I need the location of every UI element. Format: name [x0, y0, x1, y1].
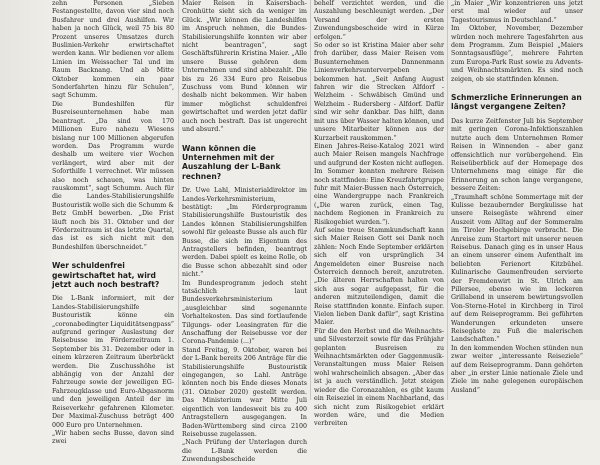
paragraph: Die Bundeshilfen für Busreiseunternehmen habe man beantragt. „Da sind von 170 Millionen Euro nahezu Wiesens bislang nur 100 Millionen abgerufen worden. Das Programm wurde deshalb um weitere vier Wochen verlängert, wird aber mit der Soforthilfe 1 verrechnet. Wir müssen also noch schauen, was hinten rauskommt“, sagt Schumm. Auch für die Landes-Stabilisierungshilfe Bustouristik wolle sich die Schumm & Betz GmbH bewerben. „Die Frist läuft noch bis 31. Oktober und der Förderzeitraum ist das letzte Quartal, das ist es sich nicht mit den Bundeshilfen überschneidet.“ — [52, 100, 174, 251]
column-divider — [447, 0, 448, 400]
paragraph: Im Bundesprogramm jedoch steht tatsächlich laut Bundesverkehrsministerium „ausgleichbar sind sogenannte Vorhaltekosten. Das sind fortlaufende Tilgungs- oder Leasingraten für die Anschaffung der Reisebusse vor der Corona-Pandemie (...)“ — [182, 279, 307, 346]
article-column-4 — [451, 0, 583, 400]
paragraph: zehn Personen „Sieben Festangestellte, davon vier sind noch Busfahrer und drei Aushilfen. Wir haben ja noch Glück, weil 75 bis 80 Prozent unseres Umsatzes durch Buslinien-Verkehr erwirtschaftet werden kann. Wir bedienen vor allem Linien im Weissacher Tal und im Raum Backnang. Und ab Mitte Oktober kommen ein paar Sonderfahrten hinzu für Schulen“, sagt Schumm. — [52, 0, 174, 100]
paragraph: behelf verzichtet werden, und die Auszahlung beschleunigt werden. „Der Versand der ersten Zuwendungsbescheide wird in Kürze erfolgen.“ — [314, 0, 444, 41]
paragraph: Dr. Uwe Lahl, Ministerialdirektor im Landes-Verkehrsministerium, bestätigt: „Im Förderprogramm Stabilisierungshilfe Bustouristik des Landes können Stabilisierungshilfen sowohl für geleaste Busse als auch für Busse, die sich im Eigentum des Antragstellers befinden, beantragt werden. Dabei spielt es keine Rolle, ob die Busse schon abbezahlt sind oder nicht.“ — [182, 187, 307, 279]
paragraph: So oder so ist Kristina Maier aber sehr froh darüber, dass Maier Reisen vom Busunternehmen Dannenmann Linienverkehrsunterverpeben bekommen hat. „Seit Anfang August fahren wir die Strecken Alfdorf - Welzheim - Schwäbisch Gmünd und Welzheim - Rudersberg - Alfdorf. Dafür sind wir sehr dankbar. Das hilft, dann mit uns über Wasser halten können, und unsere Mitarbeiter können aus der Kurzarbeit rauskommen.“ — [314, 42, 444, 142]
paragraph: Die L-Bank informiert, mit der Landes-Stabilisierungshilfe Bustouristik könne ein „coronabedingter Liquiditätsengpass“ aufgrund geringer Auslastung der Reisebusse im Förderzeitraum 1. September bis 31. Dezember oder in einem kürzeren Zeitraum überbrückt werden. Die Zuschusshöhe ist abhängig von der Anzahl der Fahrzeuge sowie der jeweiligen EG-Fahrzeugklasse und Euro-Abgasnorm und den jeweiligen Anteil der im Reiseverkehr gefahrenen Kilometer. Der Maximal-Zuschuss beträgt 400 000 Euro pro Unternehmen. — [52, 295, 175, 429]
subheading: Schmerzliche Erinnerungen an längst vergangene Zeiten? — [451, 93, 582, 112]
paragraph: Für die den Herbst und die Weihnachts- und Silvesterzeit sowie für das Frühjahr geplanten Busreisen zu Weihnachtsmärkten oder Gaggenmusik-Veranstaltungen muss Maier Reisen wohl wahrscheinlich absagen. „Aber das ist ja auch verständlich. Jetzt steigen wieder die Coronazahlen, es gibt kaum ein Reiseziel in einem Nachbarland, das sich nicht zum Risikogebiet erklärt worden wäre, und die Medien verbreiten — [314, 327, 444, 428]
article-column-1 — [52, 0, 175, 446]
paragraph: Einen Jahres-Reise-Katalog 2021 wird auch Maier Reisen mangels Nachfrage und aufgrund der Kosten nicht auflegen. Im Sommer konnten mehrere Reisen noch stattfinden: Eine Kreuzfahrtgruppe fuhr mit Maier-Bussen nach Österreich, eine Wandergruppe nach Frankreich („Die waren zurück, einen Tag, nachdem Regionen in Frankreich zu Risikogebiet wurden.“). — [314, 142, 444, 226]
article-column-3 — [314, 0, 444, 428]
paragraph: Auf seine treue Stammkundschaft kann sich Maier Reisen Gott sei Dank noch zählen: Noch Ende September erklärten sich elf von ursprünglich 34 Angemeldeten einer Busreise nach Österreich dennoch bereit, anzutreten. „Die älteren Herrschaften halten von sich aus sogar aufgepasst, für die anderen mitzuteilendigen, damit die Reise stattfinden konnte. Einfach super. Vielen lieben Dank dafür“, sagt Kristina Maier. — [314, 226, 444, 327]
paragraph: Im Oktober, November, Dezember würden noch mehrere Tagesfahrten aus dem Programm. Zum Beispiel „Maiers Sonntagsausflüge“, mehrere Fahrten zum Europa-Park Rust sowie zu Advents- und Weihnachtsmärkten. Es sind noch zeigen, ob sie stattfinden können. — [451, 25, 583, 83]
paragraph: Maier Reisen in Kaisersbach-Cronhütte sieht sich da weniger im Glück. „Wir können die Landeshilfen im Anspruch nehmen, die Bundes-Stabilisierungshilfe konnten wir aber nicht beantragen“, sagt Geschäftsführerin Kristina Maier. „Alle unsere Busse gehören dem Unternehmen und sind abbezahlt. Die bis zu 26 334 Euro pro Reisebus Zuschuss vom Bund können wir deshalb nicht bekommen. Wir haben immer möglichst schuldenfrei gewirtschaftet und werden jetzt dafür auch noch bestraft. Das ist ungerecht und absurd.“ — [182, 0, 307, 134]
column-divider — [178, 0, 179, 400]
column-divider — [310, 0, 311, 400]
page-fold-margin — [0, 0, 52, 400]
paragraph: In den kommenden Wochen stünden nun zwar weiter „interessante Reiseziele“ auf dem Reiseprogramm. Dann gehörten aber „in erster Linie nationale Ziele und Ziele im nahe gelegenen europäischen Ausland“ — [451, 344, 583, 394]
paragraph: „Nach Prüfung der Unterlagen durch die L-Bank werden die Zuwendungsbescheide — [182, 439, 307, 464]
subheading: Wer schuldenfrei gewirtschaftet hat, wird jetzt auch noch bestraft? — [52, 261, 160, 289]
paragraph: „in Maier „Wir konzentrieren uns jetzt erst mal wieder auf unser Tagestourismus in Deutschland.“ — [451, 0, 583, 24]
subheading: Wann können die Unternehmen mit der Auszahlung der L-Bank rechnen? — [182, 143, 281, 181]
article-column-2 — [182, 0, 307, 464]
paragraph: Das kurze Zeitfenster Juli bis September mit geringen Corona-Infektionszahlen nutzte auch dem Unternehmen Romer Reisen in Winnenden – aber ganz offensichtlich nur vorübergehend. Ein Reiseüberblick auf der Homepage des Unternehmens mag einige für die Erinnerung an schon lange vergangene, bessere Zeiten: — [451, 117, 583, 193]
paragraph: „Traumhaft schöne Sommertage mit der Kulisse bezaubernder Bergkulisse hat unsere Reisegäste während einer Auszeit vom Alltag auf der Sommeralm im Tiroler Hochgebirge verbracht. Die Anreise zum Startort mit unserer neuen Reisebus. Danach ging es in unser Haus an einem unserer einem Aufenthalt im beliebten Ferienort Kitzbühel. Kulinarische Gaumenfreuden servierte der Fremdenwirt in St. Ulrich am Pillersee, ebenso wie im leckeren Grillabend in unserem bewirtungsvollen Von-Sterne-Hotel in Kirchberg in Tirol auf dem Reiseprogramm. Bei geführten Wanderungen erkundeten unsere Reisegäste zu Fuß die malerischen Landschaften.“ — [451, 193, 583, 344]
paragraph: Stand Freitag, 9. Oktober, waren bei der L-Bank bereits 206 Anträge für die Stabilisierungshilfe Bustouristik eingegangen, so Lahl. Anträge könnten noch bis Ende dieses Monats (31. Oktober 2020) gestellt werden. Das Ministerium war Mitte Juli eigentlich von landesweit bis zu 400 Antragstellern ausgegangen. In Baden-Württemberg sind circa 2100 Reisebusse zugelassen. — [182, 346, 307, 438]
paragraph: „Wir haben sechs Busse, davon sind zwei — [52, 429, 174, 446]
